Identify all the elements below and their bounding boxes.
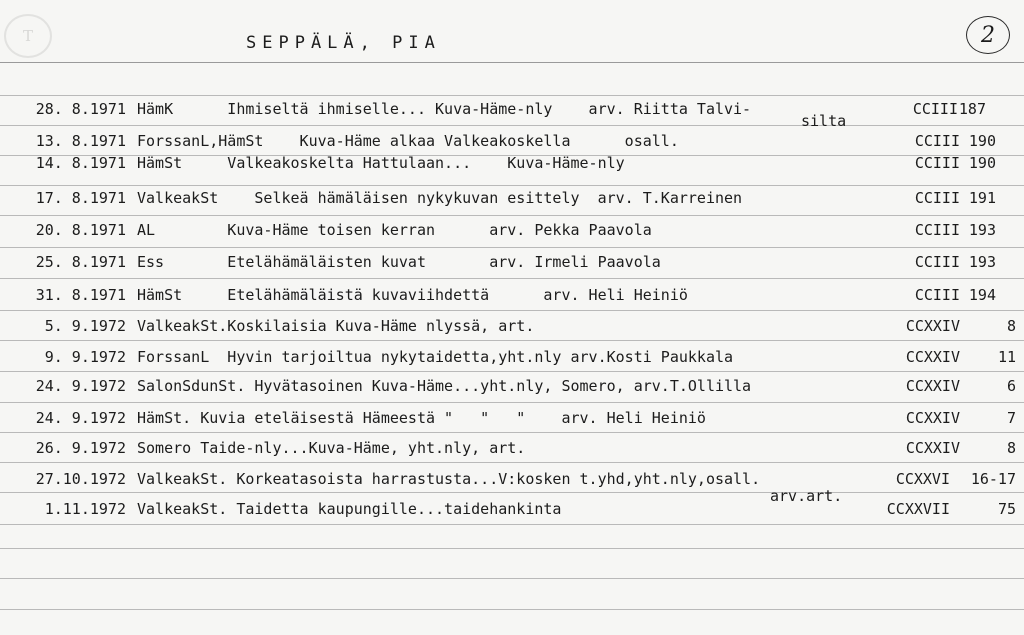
entry-row <box>0 347 1024 371</box>
entry-date: 17. 8.1971 <box>35 189 126 207</box>
entry-catalog: CCIII <box>914 154 960 172</box>
entry-page: 8 <box>1006 317 1016 335</box>
entry-page: 11 <box>997 348 1016 366</box>
entry-row <box>0 438 1024 462</box>
entry-row <box>0 408 1024 432</box>
entry-text: ValkeakSt. Taidetta kaupungille...taidehankinta <box>137 500 562 518</box>
entry-date: 24. 9.1972 <box>35 409 126 427</box>
entry-text: ValkeakSt Selkeä hämäläisen nykykuvan esittely arv. T.Karreinen <box>137 189 743 207</box>
entry-text: ValkeakSt.Koskilaisia Kuva-Häme nlyssä, art. <box>137 317 535 335</box>
entry-text: Somero Taide-nly...Kuva-Häme, yht.nly, art. <box>137 439 526 457</box>
entry-date: 5. 9.1972 <box>44 317 126 335</box>
entry-note: silta <box>801 112 847 130</box>
entry-row <box>0 131 1024 155</box>
entry-page: 190 <box>968 154 996 172</box>
entry-row <box>0 499 1024 523</box>
entry-page: 16-17 <box>970 470 1016 488</box>
entry-text: HämSt Etelähämäläistä kuvaviihdettä arv. Heli Heiniö <box>137 286 688 304</box>
entry-row <box>0 188 1024 212</box>
entry-text: ForssanL Hyvin tarjoiltua nykytaidetta,yht.nly arv.Kosti Paukkala <box>137 348 734 366</box>
entry-page: 8 <box>1006 439 1016 457</box>
entry-row <box>0 469 1024 493</box>
entry-catalog: CCXXIV <box>905 409 960 427</box>
entry-catalog: CCXXIV <box>905 377 960 395</box>
entry-page: 194 <box>968 286 996 304</box>
stamp-letter: T <box>22 27 33 45</box>
entry-date: 27.10.1972 <box>35 470 126 488</box>
entry-catalog: CCIII <box>914 132 960 150</box>
entry-text: Ess Etelähämäläisten kuvat arv. Irmeli Paavola <box>137 253 661 271</box>
entry-catalog: CCIII <box>914 221 960 239</box>
entry-date: 13. 8.1971 <box>35 132 126 150</box>
entry-row <box>0 99 1024 123</box>
entry-catalog: CCIII <box>914 286 960 304</box>
entry-text: ValkeakSt. Korkeatasoista harrastusta...V:kosken t.yhd,yht.nly,osall. <box>137 470 761 488</box>
entry-date: 25. 8.1971 <box>35 253 126 271</box>
entry-catalog: CCIII <box>912 100 958 118</box>
entry-catalog: CCXXIV <box>905 439 960 457</box>
entry-catalog: CCXXVI <box>895 470 950 488</box>
entry-page: 187 <box>958 100 986 118</box>
entry-row <box>0 153 1024 177</box>
entry-date: 1.11.1972 <box>44 500 126 518</box>
entry-text: HämSt. Kuvia eteläisestä Hämeestä " " " arv. Heli Heiniö <box>137 409 706 427</box>
entry-date: 24. 9.1972 <box>35 377 126 395</box>
entry-catalog: CCXXIV <box>905 348 960 366</box>
entry-text: AL Kuva-Häme toisen kerran arv. Pekka Paavola <box>137 221 652 239</box>
entry-date: 20. 8.1971 <box>35 221 126 239</box>
entry-row <box>0 376 1024 400</box>
entry-text: SalonSdunSt. Hyvätasoinen Kuva-Häme...yht.nly, Somero, arv.T.Ollilla <box>137 377 752 395</box>
entry-text: HämK Ihmiseltä ihmiselle... Kuva-Häme-nly arv. Riitta Talvi- <box>137 100 752 118</box>
entry-date: 31. 8.1971 <box>35 286 126 304</box>
entry-date: 14. 8.1971 <box>35 154 126 172</box>
entry-row <box>0 220 1024 244</box>
entry-date: 26. 9.1972 <box>35 439 126 457</box>
entry-page: 191 <box>968 189 996 207</box>
entry-page: 193 <box>968 221 996 239</box>
entry-text: HämSt Valkeakoskelta Hattulaan... Kuva-Häme-nly <box>137 154 625 172</box>
entry-date: 28. 8.1971 <box>35 100 126 118</box>
entry-page: 75 <box>997 500 1016 518</box>
card-title: SEPPÄLÄ, PIA <box>246 33 441 53</box>
entry-catalog: CCXXIV <box>905 317 960 335</box>
entry-text: ForssanL,HämSt Kuva-Häme alkaa Valkeakoskella osall. <box>137 132 679 150</box>
entry-page: 7 <box>1006 409 1016 427</box>
entry-page: 193 <box>968 253 996 271</box>
entry-catalog: CCIII <box>914 253 960 271</box>
entry-page: 190 <box>968 132 996 150</box>
entry-catalog: CCXXVII <box>886 500 950 518</box>
entry-note: arv.art. <box>770 487 843 505</box>
entry-row <box>0 316 1024 340</box>
entry-catalog: CCIII <box>914 189 960 207</box>
card-number: 2 <box>966 16 1010 54</box>
entry-page: 6 <box>1006 377 1016 395</box>
entry-row <box>0 252 1024 276</box>
entry-row <box>0 285 1024 309</box>
entry-date: 9. 9.1972 <box>44 348 126 366</box>
